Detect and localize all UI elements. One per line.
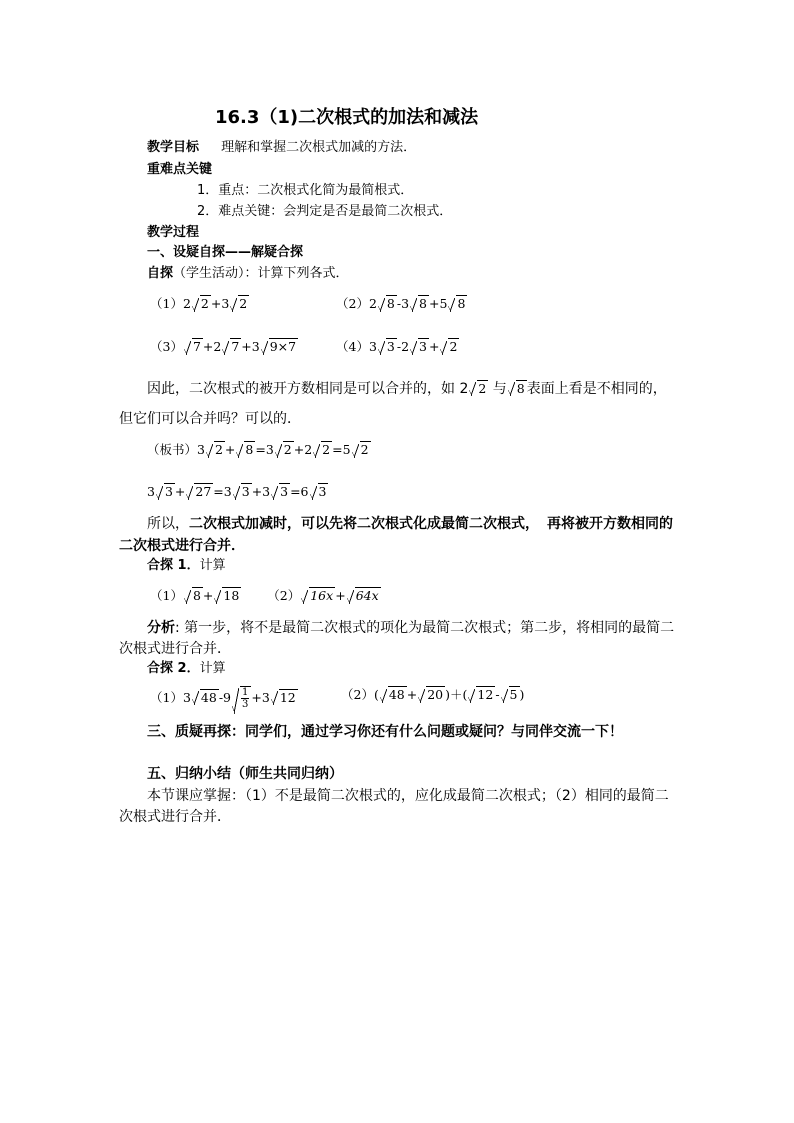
- sqrt-expr: 2: [440, 338, 459, 356]
- section-1-heading: 一、设疑自探——解疑合探: [147, 245, 304, 260]
- analysis-label: 分析: [147, 620, 175, 636]
- sqrt-expr: 9×7: [261, 338, 298, 356]
- hetan-2-label: 合探 2．: [147, 661, 200, 676]
- sqrt-expr: 7: [222, 338, 241, 356]
- paragraph-2: 所以，二次根式加减时，可以先将二次根式化成最简二次根式， 再将被开方数相同的: [147, 516, 673, 532]
- sqrt-expr: 3: [378, 338, 397, 356]
- sqrt-expr: 3: [156, 483, 175, 501]
- hetan-2-line: [147, 660, 226, 678]
- goal-text: 理解和掌握二次根式加减的方法．: [221, 140, 417, 155]
- exercise-3: （3） 7 +2 7 +3 9×7: [150, 339, 297, 354]
- hetan-1-label: 合探 1．: [147, 558, 200, 573]
- sqrt-expr: 7: [184, 338, 203, 356]
- paragraph-1: 因此，二次根式的被开方数相同是可以合并的，如 2 2 与 8 表面上看是不相同的，: [147, 381, 667, 397]
- sqrt-expr: 3: [271, 483, 290, 501]
- exercise-1: （1）2 2 +3 2: [150, 296, 248, 311]
- sqrt-expr: 3: [233, 483, 252, 501]
- sqrt-expr: 2: [469, 379, 488, 399]
- sqrt-expr: 2: [230, 295, 249, 313]
- sqrt-expr: 8: [378, 295, 397, 313]
- paragraph-2-line-2: 二次根式进行合并．: [119, 538, 245, 554]
- explore-label: 自探: [147, 266, 174, 281]
- exercise-2: （2）2 8 -3 8 +5 8: [336, 296, 466, 311]
- goal-line: [147, 139, 416, 157]
- section-5-heading: 五、归纳小结（师生共同归纳）: [147, 766, 343, 782]
- board-equation-1: （板书）3 2 + 8 =3 2 +2 2 =5 2: [147, 442, 369, 457]
- summary-line-2: 次根式进行合并．: [119, 809, 231, 825]
- sqrt-expr: 2: [275, 441, 294, 459]
- hetan-1-exercises: （1） 8 + 18 （2） 16x + 64x: [150, 588, 379, 603]
- analysis-line-2: 次根式进行合并．: [119, 641, 231, 657]
- key-item-2: 2．难点关键：会判定是否是最简二次根式．: [197, 204, 453, 219]
- explore-text: （学生活动）：计算下列各式．: [173, 266, 349, 281]
- hetan-2-text: 计算: [199, 661, 226, 676]
- paragraph-1-line-2: 但它们可以合并吗？可以的．: [119, 411, 301, 427]
- board-equation-2: 3 3 + 27 =3 3 +3 3 =6 3: [147, 484, 327, 499]
- sqrt-expr: 5: [501, 686, 520, 704]
- sqrt-expr: 18: [214, 587, 241, 605]
- sqrt-expr: 2: [352, 441, 371, 459]
- summary-line-1: 本节课应掌握：（1）不是最简二次根式的，应化成最简二次根式；（2）相同的最简二: [147, 788, 669, 804]
- page-title: 16.3（1)二次根式的加法和减法: [215, 107, 479, 128]
- section-3-heading: 三、质疑再探：同学们，通过学习你还有什么问题或疑问？与同伴交流一下！: [147, 724, 623, 740]
- sqrt-expr: 8: [184, 587, 203, 605]
- sqrt-expr: 8: [236, 441, 255, 459]
- explore-line: [147, 265, 349, 283]
- sqrt-expr: 48: [192, 688, 219, 708]
- hetan-1-line: [147, 557, 226, 575]
- sqrt-expr: 2: [313, 441, 332, 459]
- hetan-1-text: 计算: [199, 558, 226, 573]
- sqrt-expr: 8: [410, 295, 429, 313]
- hetan-2-exercise-2: （2）( 48 + 20 )＋( 12 - 5 ): [341, 687, 525, 702]
- process-label: 教学过程: [147, 225, 200, 240]
- analysis-line: [147, 618, 674, 638]
- key-item-1: 1．重点：二次根式化简为最简根式．: [197, 183, 414, 198]
- sqrt-expr: 27: [186, 483, 213, 501]
- sqrt-expr: 3: [410, 338, 429, 356]
- key-label: 重难点关键: [147, 162, 213, 177]
- goal-label: 教学目标: [147, 140, 200, 155]
- exercise-4: （4）3 3 -2 3 + 2: [336, 339, 458, 354]
- sqrt-expr: 8: [508, 379, 527, 399]
- analysis-text: : 第一步，将不是最简二次根式的项化为最简二次根式；第二步，将相同的最简二: [175, 620, 675, 636]
- sqrt-expr: 12: [271, 688, 298, 708]
- sqrt-expr: 16x: [301, 587, 335, 605]
- sqrt-expr: 3: [310, 483, 329, 501]
- sqrt-expr: 48: [380, 686, 407, 704]
- sqrt-expr: 8: [448, 295, 467, 313]
- sqrt-expr: 12: [468, 686, 495, 704]
- sqrt-expr: 2: [206, 441, 225, 459]
- sqrt-expr: 20: [418, 686, 445, 704]
- hetan-2-exercise-1: （1）3 48 -9 $\frac{1}{3}$ +3 12: [150, 687, 296, 710]
- sqrt-expr: 2: [192, 295, 211, 313]
- sqrt-expr: 64x: [347, 587, 381, 605]
- sqrt-fraction-expr: $\frac{1}{3}$: [232, 686, 251, 710]
